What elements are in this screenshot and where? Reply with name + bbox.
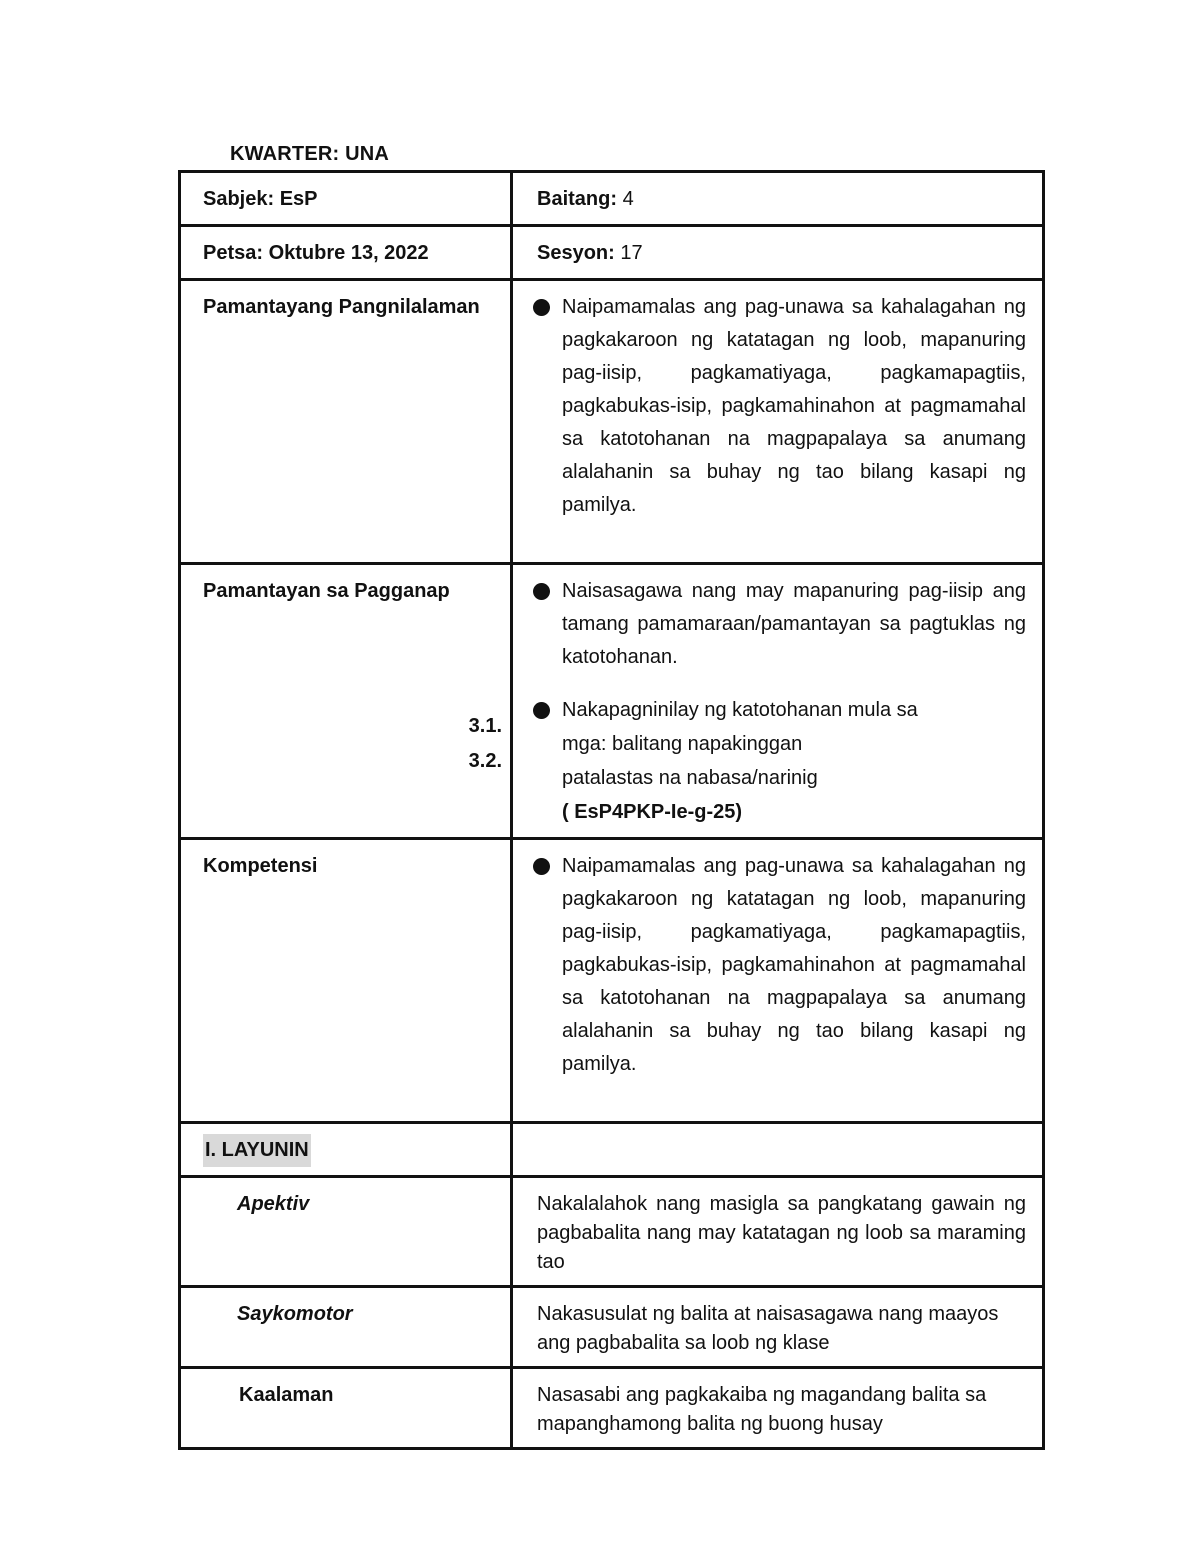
cognitive-label: Kaalaman — [239, 1384, 334, 1406]
cognitive-text: Nasasabi ang pagkakaiba ng magandang balita sa mapanghamong balita ng buong husay — [537, 1384, 987, 1435]
grade-value: 4 — [622, 188, 634, 210]
objectives-label-cell — [180, 1123, 512, 1177]
subject-label: Sabjek: EsP — [203, 188, 318, 210]
bullet-icon — [533, 858, 550, 875]
psychomotor-text: Nakasusulat ng balita at naisasagawa nang maayos ang pagbabalita sa loob ng klase — [537, 1303, 999, 1354]
quarter-heading: KWARTER: UNA — [230, 143, 390, 165]
performance-standard-label: Pamantayan sa Pagganap — [203, 580, 450, 602]
session-cell — [512, 226, 1044, 280]
objectives-label: I. LAYUNIN — [203, 1134, 311, 1167]
psychomotor-label: Saykomotor — [237, 1303, 353, 1325]
performance-standard-cell — [512, 564, 1044, 839]
lesson-plan-table — [178, 170, 1045, 1450]
table-row — [180, 280, 1044, 564]
table-row — [180, 1368, 1044, 1449]
performance-item-2: Nakapagninilay ng katotohanan mula sa — [562, 699, 918, 721]
affective-text: Nakalalahok nang masigla sa pangkatang gawain ng pagbabalita nang may katatagan ng loob sa maraming tao — [537, 1193, 1026, 1273]
competency-code: ( EsP4PKP-Ie-g-25) — [562, 801, 743, 823]
affective-label-cell — [180, 1177, 512, 1287]
content-standard-text: Naipamamalas ang pag-unawa sa kahalagahan ng pagkakaroon ng katatagan ng loob, mapanuring pag-iisip, pagkamatiyaga, pagkamapagtiis, pagkabukas-isip, pagkamahinahon at pagmamahal sa katotohanan na magpapalaya sa anumang alalahanin sa buhay ng tao bilang kasapi ng pamilya. — [562, 296, 1026, 516]
table-row — [180, 839, 1044, 1123]
table-row — [180, 1287, 1044, 1368]
table-row — [180, 564, 1044, 839]
grade-label: Baitang: — [537, 188, 617, 210]
objectives-empty-cell — [512, 1123, 1044, 1177]
content-standard-cell — [512, 280, 1044, 564]
cognitive-label-cell — [180, 1368, 512, 1449]
bullet-icon — [533, 299, 550, 316]
performance-sub-1: mga: balitang napakinggan — [562, 733, 803, 755]
psychomotor-label-cell — [180, 1287, 512, 1368]
date-cell — [180, 226, 512, 280]
cognitive-cell — [512, 1368, 1044, 1449]
session-label: Sesyon: — [537, 242, 615, 264]
content-standard-label-cell — [180, 280, 512, 564]
affective-cell — [512, 1177, 1044, 1287]
competency-cell — [512, 839, 1044, 1123]
affective-label: Apektiv — [237, 1193, 310, 1215]
psychomotor-cell — [512, 1287, 1044, 1368]
date-label: Petsa: Oktubre 13, 2022 — [203, 242, 429, 264]
performance-sub-2: patalastas na nabasa/narinig — [562, 767, 818, 789]
sub-number-1: 3.1. — [468, 715, 502, 737]
bullet-icon — [533, 702, 550, 719]
subject-cell — [180, 172, 512, 226]
competency-label: Kompetensi — [203, 855, 318, 877]
table-row — [180, 172, 1044, 226]
performance-standard-label-cell — [180, 564, 512, 839]
bullet-icon — [533, 583, 550, 600]
table-row — [180, 1177, 1044, 1287]
grade-cell — [512, 172, 1044, 226]
session-value: 17 — [620, 242, 643, 264]
content-standard-label: Pamantayang Pangnilalaman — [203, 296, 480, 318]
competency-label-cell — [180, 839, 512, 1123]
performance-item-1: Naisasagawa nang may mapanuring pag-iisip ang tamang pamamaraan/pamantayan sa pagtuklas ng katotohanan. — [562, 580, 1026, 668]
table-row — [180, 226, 1044, 280]
sub-number-2: 3.2. — [468, 750, 502, 772]
competency-text: Naipamamalas ang pag-unawa sa kahalagahan ng pagkakaroon ng katatagan ng loob, mapanuring pag-iisip, pagkamatiyaga, pagkamapagtiis, pagkabukas-isip, pagkamahinahon at pagmamahal sa katotohanan na magpapalaya sa anumang alalahanin sa buhay ng tao bilang kasapi ng pamilya. — [562, 855, 1026, 1075]
table-row — [180, 1123, 1044, 1177]
